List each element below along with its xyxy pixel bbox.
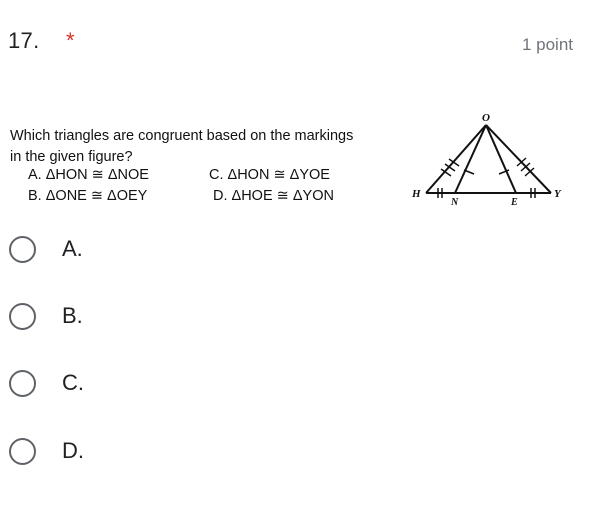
option-label-b[interactable]: B.	[62, 303, 83, 328]
radio-button-c[interactable]	[9, 370, 36, 397]
vertex-label-o: O	[482, 112, 490, 124]
vertex-label-y: Y	[554, 188, 561, 200]
question-points: 1 point	[521, 35, 573, 54]
radio-button-b[interactable]	[9, 303, 36, 330]
vertex-label-h: H	[412, 188, 421, 200]
segment-oe	[486, 125, 516, 193]
radio-button-d[interactable]	[9, 438, 36, 465]
required-asterisk: *	[66, 28, 75, 53]
option-label-a[interactable]: A.	[62, 236, 83, 261]
question-number: 17.	[8, 28, 40, 53]
choice-text-a: A. ΔHON ≅ ΔNOE	[28, 167, 149, 183]
option-d[interactable]	[0, 434, 605, 474]
option-label-d[interactable]: D.	[62, 438, 84, 463]
prompt-line-1: Which triangles are congruent based on the markings	[10, 128, 354, 144]
option-b[interactable]	[0, 299, 605, 339]
triangle-figure	[408, 110, 578, 210]
segment-oy	[486, 125, 551, 193]
question-image	[0, 100, 605, 220]
choice-text-b: B. ΔONE ≅ ΔOEY	[28, 188, 148, 204]
vertex-label-n: N	[451, 197, 459, 208]
radio-button-a[interactable]	[9, 236, 36, 263]
option-label-c[interactable]: C.	[62, 370, 84, 395]
vertex-label-e: E	[511, 197, 518, 208]
option-c[interactable]	[0, 366, 605, 406]
choice-text-d: D. ΔHOE ≅ ΔYON	[213, 188, 334, 204]
option-a[interactable]	[0, 232, 605, 272]
question-prompt	[10, 126, 400, 168]
choice-text-c: C. ΔHON ≅ ΔYOE	[209, 167, 330, 183]
segment-on	[455, 125, 486, 193]
segment-oh	[426, 125, 486, 193]
prompt-line-2: in the given figure?	[10, 149, 133, 165]
